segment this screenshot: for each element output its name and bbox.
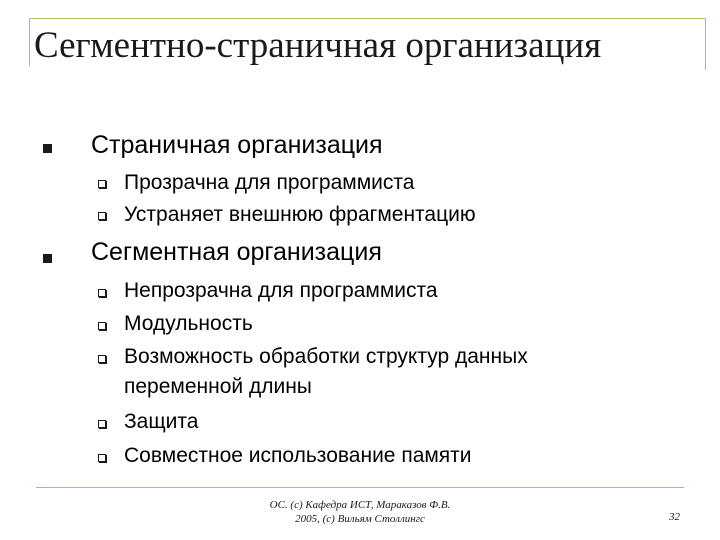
hollow-square-bullet-icon xyxy=(98,454,106,462)
list-item: Возможность обработки структур данных xyxy=(124,345,528,368)
hollow-square-bullet-icon xyxy=(98,322,106,330)
list-item: Прозрачна для программиста xyxy=(124,171,415,194)
hollow-square-bullet-icon xyxy=(98,420,106,428)
list-item-continuation: переменной длины xyxy=(124,375,312,398)
page-number: 32 xyxy=(669,511,680,523)
title-frame-top-line xyxy=(29,18,706,19)
hollow-square-bullet-icon xyxy=(98,289,106,297)
hollow-square-bullet-icon xyxy=(98,355,106,363)
hollow-square-bullet-icon xyxy=(98,212,106,220)
section-heading-segmentation: Сегментная организация xyxy=(91,238,382,266)
section-heading-paging: Страничная организация xyxy=(91,131,383,159)
footer-line-2: 2005, (c) Вильям Столлингс xyxy=(295,513,425,525)
list-item: Защита xyxy=(124,410,199,433)
list-item: Непрозрачна для программиста xyxy=(124,279,438,302)
hollow-square-bullet-icon xyxy=(98,180,106,188)
square-bullet-icon xyxy=(43,254,52,263)
title-frame-left-line xyxy=(29,18,30,66)
title-frame-right-line xyxy=(705,18,706,70)
list-item: Модульность xyxy=(124,312,253,335)
list-item: Устраняет внешнюю фрагментацию xyxy=(124,203,476,226)
list-item: Совместное использование памяти xyxy=(124,444,472,467)
footer-line-1: ОС. (c) Кафедра ИСТ, Мараказов Ф.В. xyxy=(269,499,451,511)
footer-credits xyxy=(200,498,520,526)
slide-title: Сегментно-страничная организация xyxy=(34,25,602,66)
square-bullet-icon xyxy=(43,144,52,153)
footer-divider xyxy=(36,487,684,488)
